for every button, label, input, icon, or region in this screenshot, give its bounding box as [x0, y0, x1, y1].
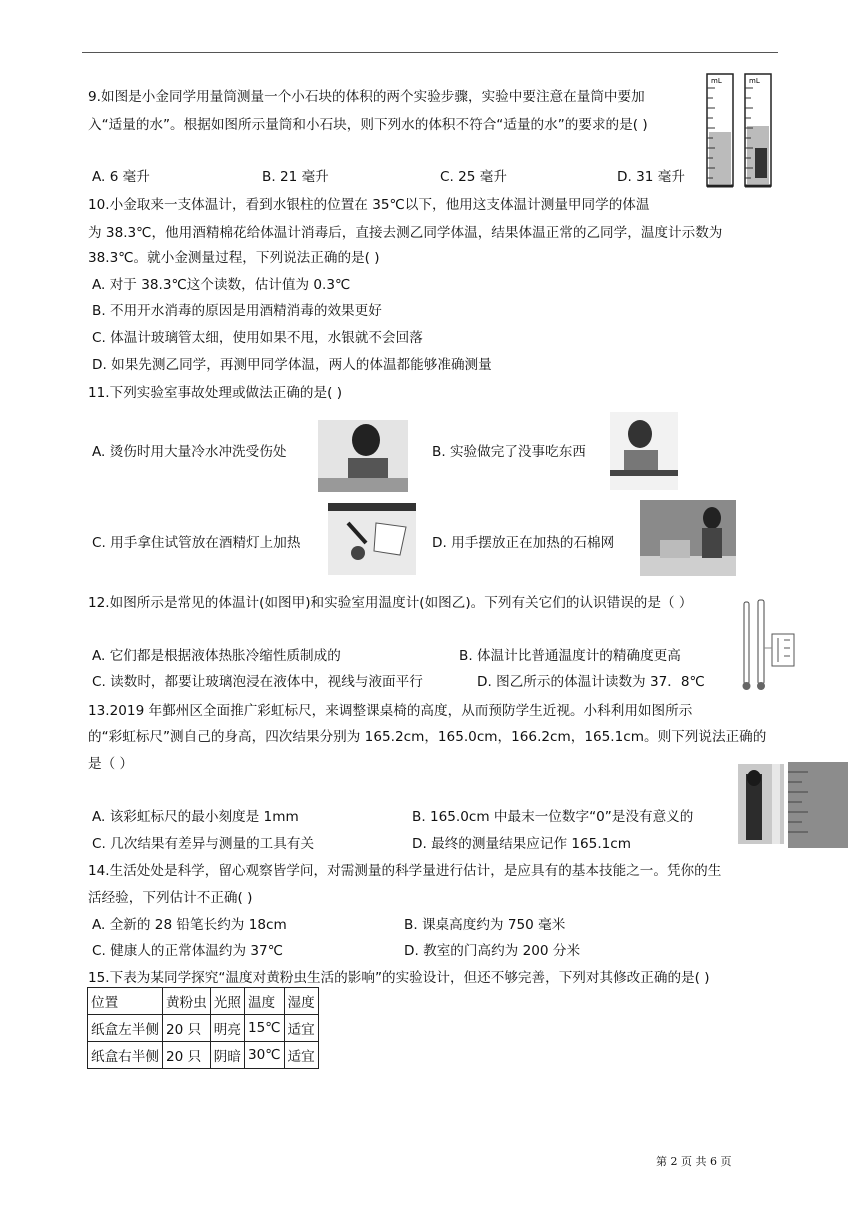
q11-option-d: D. 用手摆放正在加热的石棉网 — [432, 535, 615, 551]
q14-stem-line1: 14.生活处处是科学，留心观察皆学问，对需测量的科学量进行估计，是应具有的基本技能之一。凭你的生 — [88, 863, 722, 879]
q10-stem-line2: 为 38.3℃，他用酒精棉花给体温计消毒后，直接去测乙同学体温，结果体温正常的乙同学，温度计示数为 — [88, 225, 723, 241]
q14-option-d: D. 教室的门高约为 200 分米 — [404, 943, 581, 959]
q10-option-c: C. 体温计玻璃管太细，使用如果不甩，水银就不会回落 — [92, 330, 423, 346]
q10-stem-line1: 10.小金取来一支体温计，看到水银柱的位置在 35℃以下，他用这支体温计测量甲同学的体温 — [88, 197, 650, 213]
q12-option-a: A. 它们都是根据液体热胀冷缩性质制成的 — [92, 648, 341, 664]
cylinder-left-unit: mL — [711, 77, 722, 85]
table-header-cell: 黄粉虫 — [162, 988, 210, 1015]
table-cell: 30℃ — [244, 1042, 284, 1069]
q12-stem: 12.如图所示是常见的体温计(如图甲)和实验室用温度计(如图乙)。下列有关它们的认识错误的是（ ） — [88, 595, 693, 611]
q12-option-b: B. 体温计比普通温度计的精确度更高 — [459, 648, 681, 664]
q11-option-a: A. 烫伤时用大量冷水冲洗受伤处 — [92, 444, 287, 460]
table-cell: 20 只 — [162, 1042, 210, 1069]
table-row — [88, 1015, 319, 1042]
q9-stem-line1: 9.如图是小金同学用量筒测量一个小石块的体积的两个实验步骤，实验中要注意在量筒中要加 — [88, 89, 645, 105]
q13-option-c: C. 几次结果有差异与测量的工具有关 — [92, 836, 315, 852]
table-cell: 明亮 — [210, 1015, 244, 1042]
table-header-cell: 位置 — [88, 988, 163, 1015]
q10-stem-line3: 38.3℃。就小金测量过程，下列说法正确的是( ) — [88, 250, 380, 266]
q12-option-c: C. 读数时，都要让玻璃泡浸在液体中，视线与液面平行 — [92, 674, 423, 690]
thermometers-figure — [738, 598, 798, 692]
q10-option-a: A. 对于 38.3℃这个读数，估计值为 0.3℃ — [92, 277, 351, 293]
experiment-table — [87, 987, 319, 1069]
q13-option-a: A. 该彩虹标尺的最小刻度是 1mm — [92, 809, 299, 825]
q9-option-b: B. 21 毫升 — [262, 169, 329, 185]
heating-test-tube-illustration — [328, 503, 416, 575]
q11-option-c: C. 用手拿住试管放在酒精灯上加热 — [92, 535, 301, 551]
q9-stem-line2: 入“适量的水”。根据如图所示量筒和小石块，则下列水的体积不符合“适量的水”的要求的是( ) — [88, 117, 648, 133]
q13-stem-line3: 是（ ） — [88, 756, 134, 772]
header-rule — [82, 52, 778, 53]
table-header-cell: 光照 — [210, 988, 244, 1015]
q9-option-c: C. 25 毫升 — [440, 169, 507, 185]
asbestos-net-illustration — [640, 500, 736, 576]
table-cell: 阴暗 — [210, 1042, 244, 1069]
q14-stem-line2: 活经验，下列估计不正确( ) — [88, 890, 253, 906]
eating-in-lab-illustration — [610, 412, 678, 490]
q10-option-d: D. 如果先测乙同学，再测甲同学体温，两人的体温都能够准确测量 — [92, 357, 492, 373]
cylinder-right-unit: mL — [749, 77, 760, 85]
table-header-row — [88, 988, 319, 1015]
rainbow-ruler-closeup-photo — [788, 762, 848, 848]
table-cell: 纸盒左半侧 — [88, 1015, 163, 1042]
table-cell: 纸盒右半侧 — [88, 1042, 163, 1069]
q13-stem-line2: 的“彩虹标尺”测自己的身高，四次结果分别为 165.2cm，165.0cm，166.2cm，165.1cm。则下列说法正确的 — [88, 729, 767, 745]
table-cell: 20 只 — [162, 1015, 210, 1042]
table-cell: 适宜 — [284, 1015, 318, 1042]
q15-stem: 15.下表为某同学探究“温度对黄粉虫生活的影响”的实验设计，但还不够完善，下列对其修改正确的是( ) — [88, 970, 710, 986]
page-footer: 第 2 页 共 6 页 — [656, 1155, 732, 1168]
rainbow-ruler-photo — [738, 764, 784, 844]
table-cell: 15℃ — [244, 1015, 284, 1042]
q13-option-b: B. 165.0cm 中最末一位数字“0”是没有意义的 — [412, 809, 694, 825]
table-cell: 适宜 — [284, 1042, 318, 1069]
q11-stem: 11.下列实验室事故处理或做法正确的是( ) — [88, 385, 343, 401]
table-header-cell: 温度 — [244, 988, 284, 1015]
q11-option-b: B. 实验做完了没事吃东西 — [432, 444, 586, 460]
q9-option-d: D. 31 毫升 — [617, 169, 685, 185]
graduated-cylinder-figure — [701, 68, 781, 194]
q14-option-c: C. 健康人的正常体温约为 37℃ — [92, 943, 283, 959]
q12-option-d: D. 图乙所示的体温计读数为 37．8℃ — [477, 674, 705, 690]
table-header-cell: 湿度 — [284, 988, 318, 1015]
q14-option-a: A. 全新的 28 铅笔长约为 18cm — [92, 917, 287, 933]
burn-cold-water-illustration — [318, 420, 408, 492]
q10-option-b: B. 不用开水消毒的原因是用酒精消毒的效果更好 — [92, 303, 382, 319]
q13-option-d: D. 最终的测量结果应记作 165.1cm — [412, 836, 631, 852]
q14-option-b: B. 课桌高度约为 750 毫米 — [404, 917, 566, 933]
table-row — [88, 1042, 319, 1069]
q13-stem-line1: 13.2019 年鄞州区全面推广彩虹标尺，来调整课桌椅的高度，从而预防学生近视。小科利用如图所示 — [88, 703, 693, 719]
q9-option-a: A. 6 毫升 — [92, 169, 150, 185]
